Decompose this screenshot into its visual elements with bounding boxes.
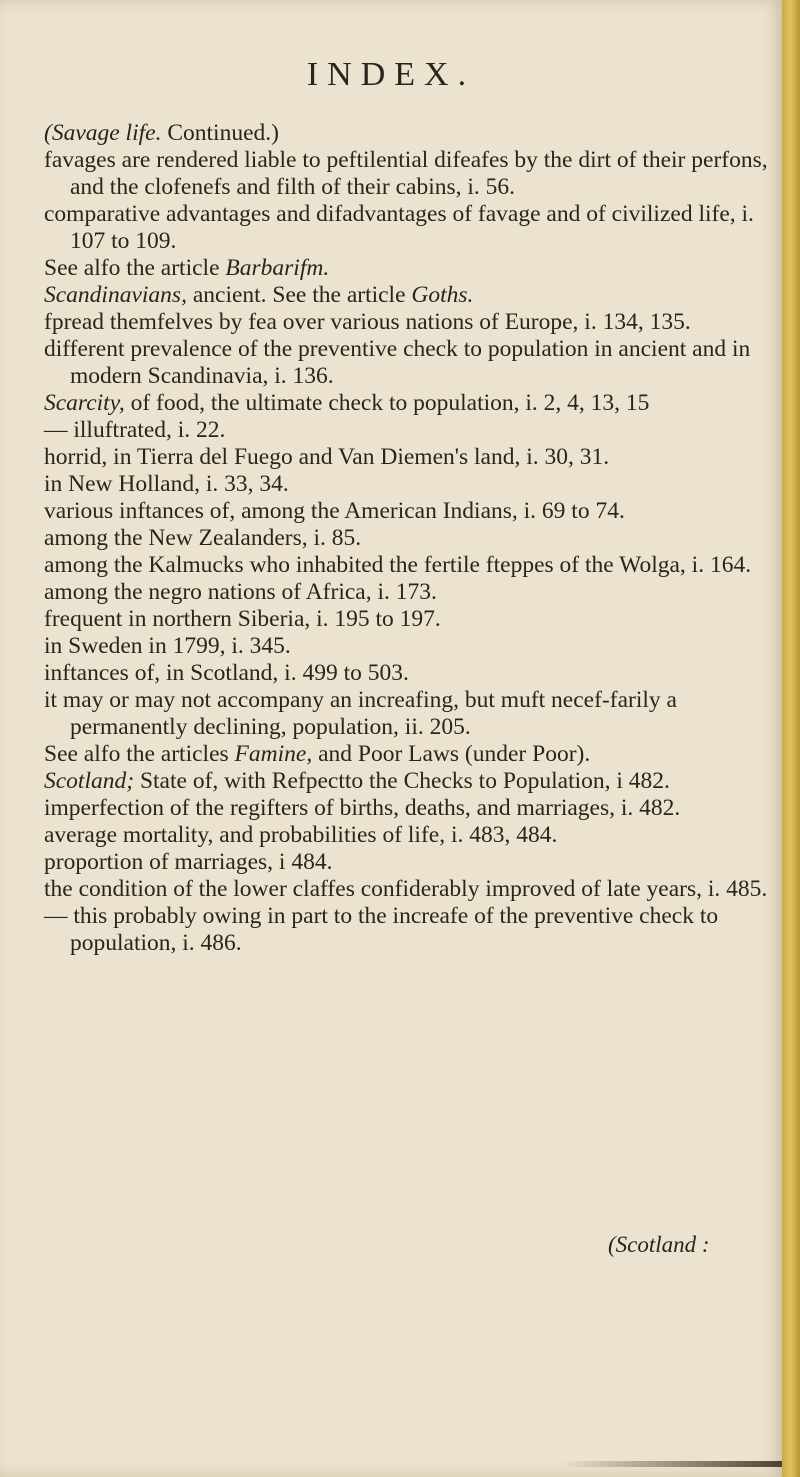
entry-text: frequent in northern Siberia, i. 195 to 197. [44, 606, 441, 632]
entry-text: See alfo the articles [44, 741, 235, 767]
entry-text: — illuftrated, i. 22. [44, 417, 226, 443]
entry-text: average mortality, and probabilities of life, i. 483, 484. [44, 822, 558, 848]
entry-text: horrid, in Tierra del Fuego and Van Diemen's land, i. 30, 31. [44, 444, 610, 470]
entry-term: Scotland; [44, 768, 135, 794]
catchword: (Scotland : [608, 1232, 710, 1257]
index-entry [44, 147, 779, 201]
index-entry [44, 309, 779, 336]
index-entry [44, 795, 779, 822]
entry-text: among the New Zealanders, i. 85. [44, 525, 362, 551]
entry-text: comparative advantages and difadvantages of favage and of civilized life, i. 107 to 109. [44, 201, 754, 254]
entry-text: fpread themfelves by fea over various nations of Europe, i. 134, 135. [44, 309, 691, 335]
index-entry [44, 444, 779, 471]
page-shadow [560, 1461, 782, 1467]
entry-text: the condition of the lower claffes confiderably improved of late years, i. 485. [44, 876, 768, 902]
entry-text: inftances of, in Scotland, i. 499 to 503. [44, 660, 409, 686]
index-entry [44, 660, 779, 687]
index-entry [44, 282, 779, 309]
index-entry [44, 579, 779, 606]
entry-reference: Goths. [411, 282, 474, 308]
index-entry [44, 822, 779, 849]
entry-text: various inftances of, among the American Indians, i. 69 to 74. [44, 498, 625, 524]
index-entry [44, 606, 779, 633]
index-entry [44, 498, 779, 525]
entry-text: in New Holland, i. 33, 34. [44, 471, 289, 497]
index-entry [44, 687, 779, 741]
index-entry [44, 633, 779, 660]
entry-text-tail: and Poor Laws (under Poor). [312, 741, 591, 767]
index-entry [44, 876, 779, 903]
entry-text: among the Kalmucks who inhabited the fertile fteppes of the Wolga, i. 164. [44, 552, 752, 578]
entry-term: (Savage life. [44, 120, 162, 146]
entry-text: favages are rendered liable to peftilential difeafes by the dirt of their perfons, and the clofenefs and filth of their cabins, i. 56. [44, 147, 768, 200]
index-entry [44, 255, 779, 282]
entry-reference: Famine, [234, 741, 313, 767]
entry-term: Scarcity, [44, 390, 125, 416]
entry-text: different prevalence of the preventive check to population in ancient and in modern Scandinavia, i. 136. [44, 336, 751, 389]
entry-text: State of, with Refpectto the Checks to Population, i 482. [134, 768, 670, 794]
entry-text: imperfection of the regifters of births, deaths, and marriages, i. 482. [44, 795, 681, 821]
entry-text: proportion of marriages, i 484. [44, 849, 333, 875]
index-entry [44, 903, 779, 957]
index-entry [44, 552, 779, 579]
entry-text: See alfo the article [44, 255, 226, 281]
entry-term: Scandinavians, [44, 282, 187, 308]
entry-text: ancient. See the article [186, 282, 412, 308]
index-entry [44, 471, 779, 498]
index-entry [44, 525, 779, 552]
index-entry [44, 201, 779, 255]
index-entry [44, 417, 779, 444]
entry-text: of food, the ultimate check to population, i. 2, 4, 13, 15 [124, 390, 650, 416]
index-entry [44, 390, 779, 417]
index-entry [44, 849, 779, 876]
index-entry [44, 768, 779, 795]
entry-text: it may or may not accompany an increafing, but muft necef-farily a permanently declining, population, ii. 205. [44, 687, 677, 740]
index-entries [44, 120, 779, 957]
entry-text: Continued.) [161, 120, 279, 146]
page-header: INDEX. [306, 56, 476, 93]
entry-text: in Sweden in 1799, i. 345. [44, 633, 291, 659]
entry-text: — this probably owing in part to the increafe of the preventive check to population, i. 486. [44, 903, 719, 956]
entry-reference: Barbarifm. [225, 255, 330, 281]
index-entry [44, 336, 779, 390]
index-entry [44, 741, 779, 768]
entry-text: among the negro nations of Africa, i. 173. [44, 579, 437, 605]
page-edge [782, 0, 800, 1477]
index-entry [44, 120, 779, 147]
